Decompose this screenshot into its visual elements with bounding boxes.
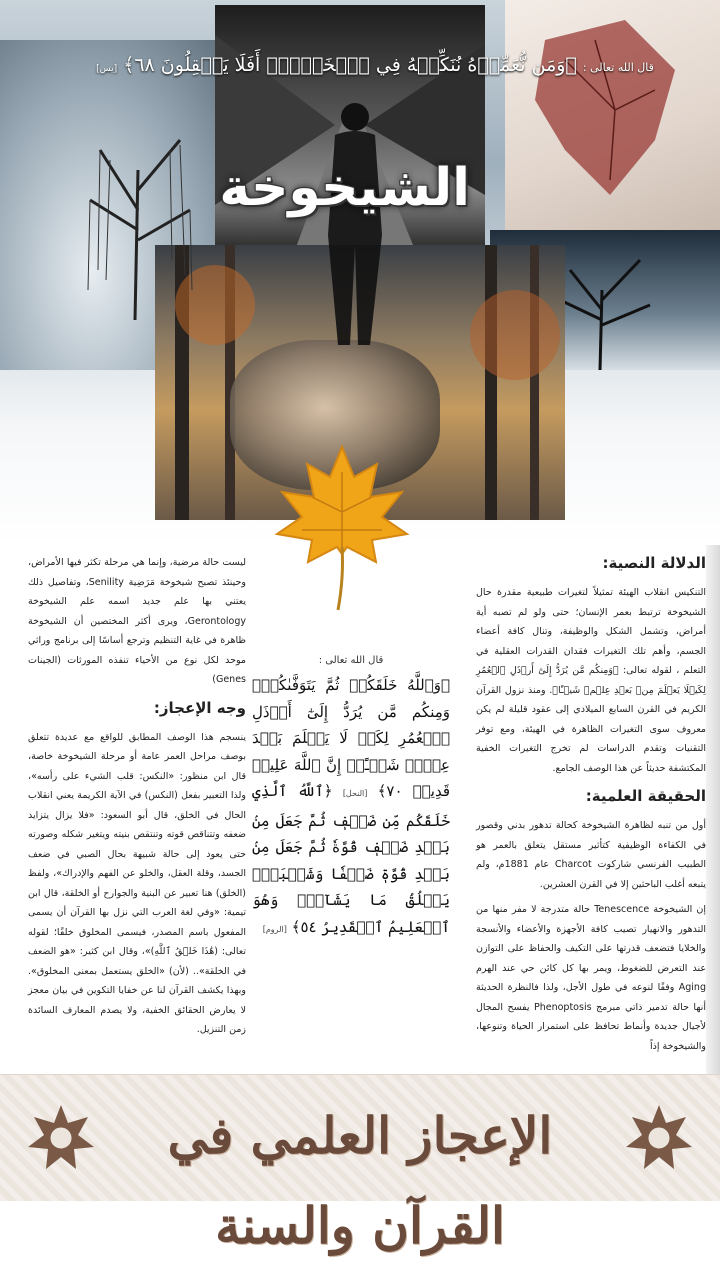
page-edge-shadow [706,545,720,1150]
quran-verses [252,672,450,943]
left-column [28,553,246,1046]
textual-significance-text: التنكيس انقلاب الهيئة تمثيلاً لتغيرات طبيعية مقدرة حال الشيخوخة ترتبط بعمر الإنسان؛ حتى ولو لم تصبه أية أمراض، وتشمل الشكل والوظيفة، وتنال كافة أعضاء الجسم، وأهم تلك التغيرات فقدان القدرات العقلية في التعلم ، لقوله تعالى: ﴿وَمِنكُم مَّن يُرَدُّ إِلَىٰٓ أَرۡذَلِ ٱلۡعُمُرِ لِكَيۡلَا يَعۡلَمَ مِنۢ بَعۡدِ عِلۡمٖ شَيۡـًٔا﴾. ومنذ نزول القرآن الكريم في القرن السابع الميلادي إلى عقود قليلة لم يكن معروف سوى التغيرات الظاهرة في الهيئة، ومع توفر التقنيات وتقدم الدراسات لم تخرج التغيرات الخفية المكتشفة حديثاً عن هذا الوصف الجامع. [476,587,706,774]
textual-significance-heading: الدلالة النصية: [602,554,706,572]
miracle-aspect-heading: وجه الإعجاز: [153,698,246,717]
ayah-text: ﴿وَمَن نُّعَمِّرۡهُ نُنَكِّسۡهُ فِي ٱلۡخَلۡقِۚ أَفَلَا يَعۡقِلُونَ ٦٨﴾ [123,54,577,76]
left-intro-text: ليست حالة مرضية، وإنما هي مرحلة تكثر فيها الأمراض، وحينئذ تصبح شيخوخة مَرَضِية Senility، وتفاصيل ذلك يعتني بها علم جديد اسمه علم الشيخوخة Gerontology، ويرى أكثر المختصين أن الشيخوخة ظاهرة في غاية التنظيم وترجع أساسًا إلى برنامج وراثي موحد لكل نوع من الأحياء تنفذه المورثات (الجينات Genes) [28,557,247,685]
walking-man-silhouette [310,95,400,345]
ayah-ref: [يس] [96,64,118,74]
footer-banner [0,1074,720,1255]
ornament-icon [26,1103,96,1173]
quran-ref-nahl: [النحل] [342,789,368,798]
red-leaf-image [505,0,720,230]
quran-intro: قال الله تعالى : [318,655,384,666]
maple-leaf-icon [272,442,412,612]
right-column [476,553,706,1062]
quran-verse-rum: ﴿ٱللَّهُ ٱلَّذِي خَلَقَكُم مِّن ضَعۡفٖ ثُمَّ جَعَلَ مِنۢ بَعۡدِ ضَعۡفٖ قُوَّةٗ ثُمَّ جَعَلَ مِنۢ بَعۡدِ قُوَّةٖ ضَعۡفٗا وَشَيۡبَةٗۚ يَخۡلُقُ مَا يَشَآءُۚ وَهُوَ ٱلۡعَلِيمُ ٱلۡقَدِيرُ ٥٤﴾ [252,782,450,936]
quran-ref-rum: [الروم] [262,924,287,934]
middle-column [252,655,450,943]
ornament-icon [624,1103,694,1173]
top-ayah [60,54,690,76]
scientific-fact-paragraph-2: إن الشيخوخة Tenescence حالة متدرجة لا مفر منها من التدهور والانهيار تصيب كافة الأجهزة والأعضاء والأنسجة والخلايا فتضعف قدرتها على التكيف والحفاظ على التوازن عند التعرض للضغوط، ويمر بها كل كائن حي عند الهرم Aging وفقًا لنوعه في طول الأجل، ولذا فالنظرة الحديثة أنها حالة تدمير ذاتي مبرمج Phenoptosis يفسح المجال لأجيال جديدة وأنماط تحافظ على استمرار الحياة وتنوعها، والشيخوخة إذاً [476,904,706,1052]
scientific-fact-heading: الحقيقة العلمية: [585,787,706,805]
miracle-aspect-text: ينسجم هذا الوصف المطابق للواقع مع عديدة تتعلق بوصف مراحل العمر عامة أو مرحلة الشيخوخة خاصة، قال ابن منظور: «النكس: قلب الشيء على رأسه»، ولذا التعبير بفعل (النكس) في الآية الكريمة يعني انقلاب الحال في الخلق، قال أبو السعود: «فلا يزال يتزايد ضعفه وتتناقص قوته وتنتقص بنيته ويتغير شكله وصورته حتى يعود إلى حالة شبيهة بحال الصبي في ضعف الجسد، وقلة العقل، والخلو عن الفهم والإدراك»، ولفظ (الخلق) هنا تعبير عن البنية والجوارح أو الخلقة، قال ابن تيمية: «وفي لغة العرب التي نزل بها القرآن أن يسمى المفعول باسم المصدر، فيسمى المخلوق خلقًا؛ لقوله تعالى: (هَٰذَا خَلۡقُ ٱللَّهِ)»، وقال ابن كثير: «هو الضعف في الخلقة».. (لأن) «الخلق يستعمل بمعنى المخلوق». وبهذا يكشف القرآن لنا عن خفايا التكوين في بيان معجز لا يعارض الحقائق الخفية، ولا يصدم المعارف السائدة زمن التنزيل. [28,731,246,1035]
ayah-intro: قال الله تعالى : [582,61,654,74]
series-title: الإعجاز العلمي في القرآن والسنة [167,1106,553,1255]
page-title: الشيخوخة [219,158,470,218]
weeping-tree-drawing [60,90,210,320]
quran-verse-nahl: ﴿وَٱللَّهُ خَلَقَكُمۡ ثُمَّ يَتَوَفَّىٰكُمۡۚ وَمِنكُم مَّن يُرَدُّ إِلَىٰٓ أَرۡذَلِ ٱلۡعُمُرِ لِكَيۡ لَا يَعۡلَمَ بَعۡدَ عِلۡمٖ شَيۡـًٔاۚ إِنَّ ٱللَّهَ عَلِيمٞ قَدِيرٞ ٧٠﴾ [252,676,450,800]
scientific-fact-paragraph-1: أول من تنبه لظاهرة الشيخوخة كحالة تدهور بدني وقصور في الكفاءة الوظيفية كتأثير مستقل يتعلق بالعمر هو الطبيب الفرنسي شاركوت Charcot عام 1881م، ولم يتبعه أغلب الباحثين إلا في القرن العشرين. [476,820,706,890]
header-collage [0,0,720,545]
